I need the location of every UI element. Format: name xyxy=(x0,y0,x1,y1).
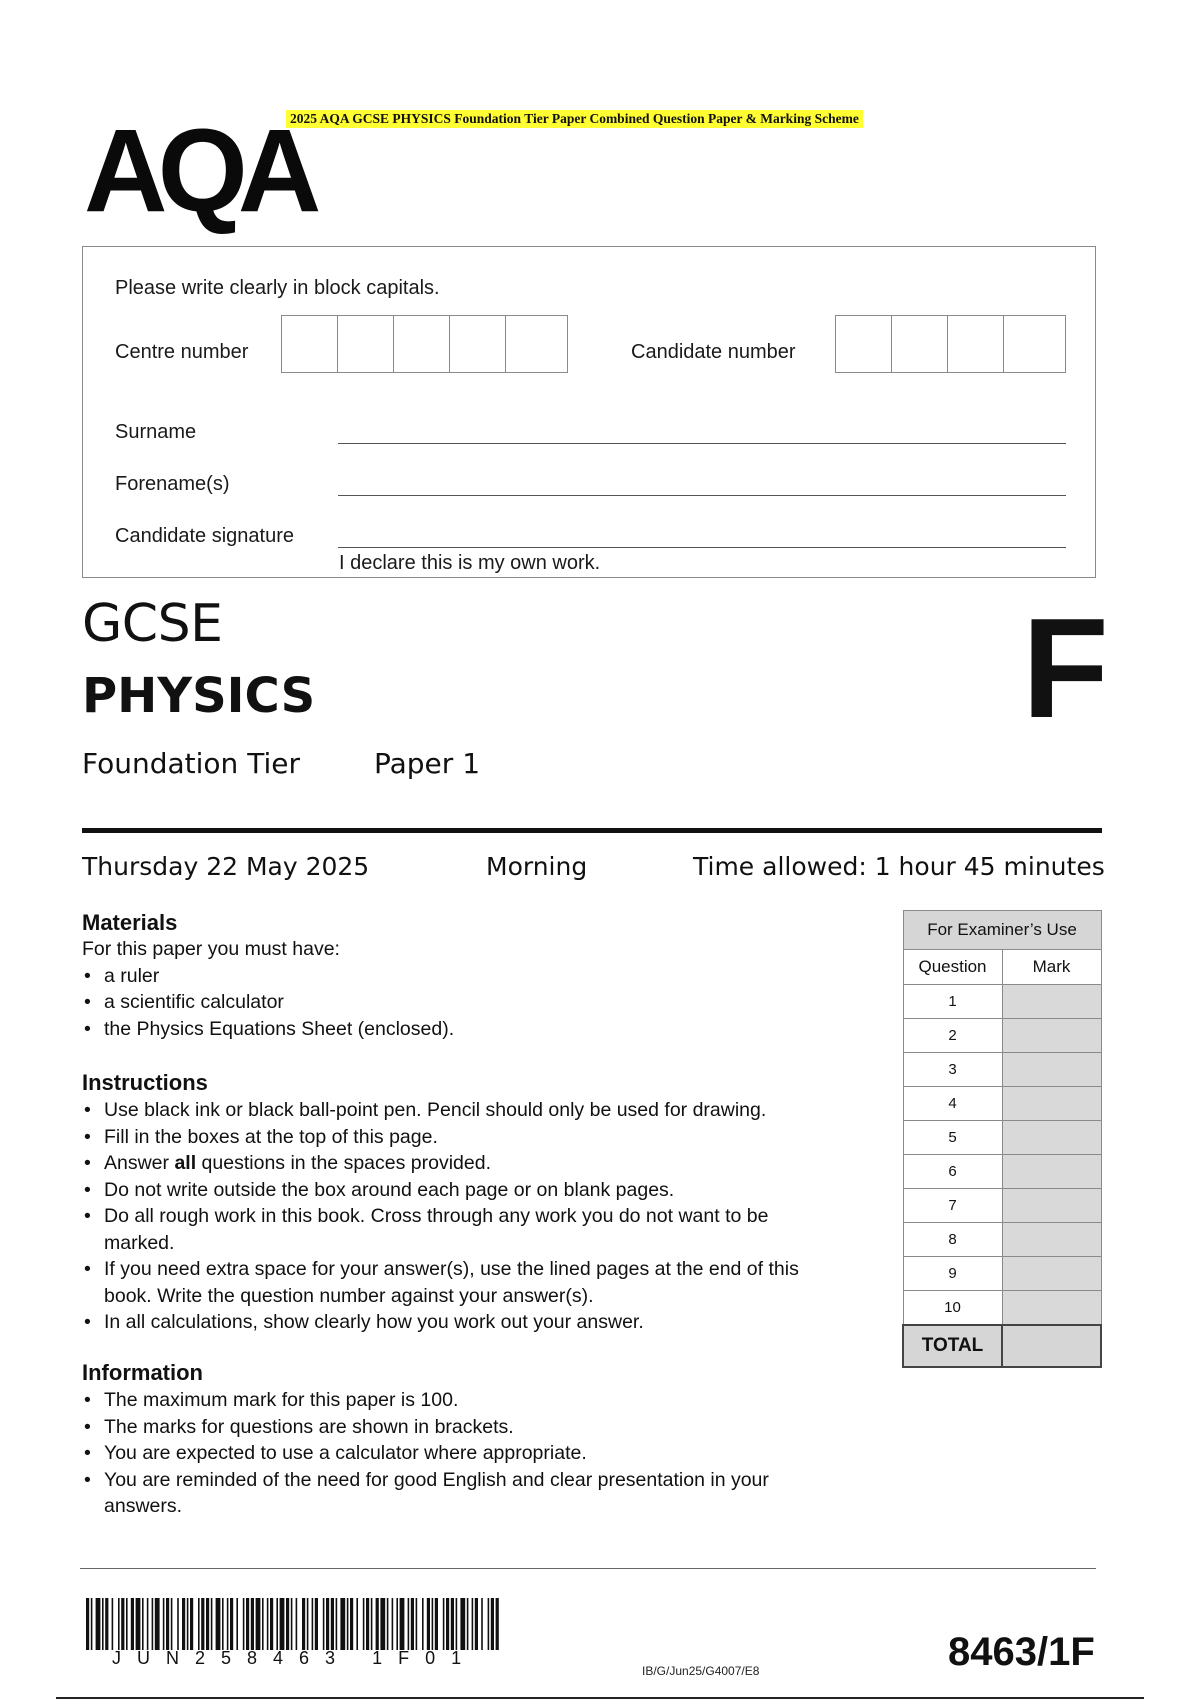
barcode-bar xyxy=(182,1598,185,1650)
barcode-bar xyxy=(251,1598,254,1650)
table-row xyxy=(903,1019,1101,1053)
barcode-bar xyxy=(296,1598,298,1650)
information-section xyxy=(82,1362,862,1520)
centre-number-digit[interactable] xyxy=(394,316,450,372)
centre-number-label: Centre number xyxy=(115,341,249,363)
list-item: • The maximum mark for this paper is 100. xyxy=(82,1387,862,1414)
barcode-bar xyxy=(392,1598,394,1650)
barcode-bar xyxy=(131,1598,134,1650)
instructions-list xyxy=(82,1097,862,1336)
barcode-bar xyxy=(340,1598,345,1650)
mark-cell[interactable] xyxy=(1002,1257,1101,1291)
surname-line[interactable] xyxy=(338,443,1066,444)
barcode-bar xyxy=(302,1598,305,1650)
table-row xyxy=(903,1053,1101,1087)
mark-cell[interactable] xyxy=(1002,1189,1101,1223)
candidate-number-digit[interactable] xyxy=(1004,316,1060,372)
barcode-bar xyxy=(216,1598,221,1650)
barcode-image xyxy=(86,1598,500,1650)
barcode-bar xyxy=(347,1598,349,1650)
barcode-bar xyxy=(408,1598,410,1650)
question-number: 7 xyxy=(903,1189,1002,1223)
barcode-bar xyxy=(432,1598,434,1650)
barcode-bar xyxy=(496,1598,499,1650)
barcode-bar xyxy=(416,1598,418,1650)
barcode-bar xyxy=(256,1598,261,1650)
information-list xyxy=(82,1387,862,1520)
barcode-bar xyxy=(121,1598,124,1650)
barcode-bar xyxy=(312,1598,314,1650)
barcode-bar xyxy=(307,1598,309,1650)
tier-letter: F xyxy=(1022,589,1109,748)
barcode-bar xyxy=(166,1598,169,1650)
list-item: • Do not write outside the box around each page or on blank pages. xyxy=(82,1177,862,1204)
question-number: 5 xyxy=(903,1121,1002,1155)
barcode-bar xyxy=(475,1598,478,1650)
mark-cell[interactable] xyxy=(1002,985,1101,1019)
barcode-bar xyxy=(460,1598,465,1650)
barcode-bar xyxy=(491,1598,494,1650)
total-row xyxy=(903,1325,1101,1367)
forenames-label: Forename(s) xyxy=(115,473,230,495)
barcode-bar xyxy=(206,1598,209,1650)
question-number: 6 xyxy=(903,1155,1002,1189)
barcode-bar xyxy=(201,1598,204,1650)
exam-session: Morning xyxy=(486,852,588,881)
barcode-bar xyxy=(380,1598,385,1650)
barcode-bar xyxy=(236,1598,238,1650)
centre-number-digit[interactable] xyxy=(506,316,562,372)
examiner-table-title: For Examiner’s Use xyxy=(903,911,1101,950)
barcode-bar xyxy=(142,1598,144,1650)
list-item: • The marks for questions are shown in brackets. xyxy=(82,1414,862,1441)
mark-cell[interactable] xyxy=(1002,1155,1101,1189)
barcode-bar xyxy=(147,1598,149,1650)
barcode-bar xyxy=(246,1598,249,1650)
table-row xyxy=(903,1257,1101,1291)
barcode-bar xyxy=(86,1598,89,1650)
barcode-bar xyxy=(363,1598,365,1650)
barcode-bar xyxy=(371,1598,373,1650)
barcode-bar xyxy=(481,1598,483,1650)
time-allowed: Time allowed: 1 hour 45 minutes xyxy=(693,852,1105,881)
candidate-number-boxes xyxy=(835,315,1066,373)
instructions-title: Instructions xyxy=(82,1070,208,1095)
reference-code: IB/G/Jun25/G4007/E8 xyxy=(642,1664,760,1678)
barcode-bar xyxy=(126,1598,128,1650)
paper-code: 8463/1F xyxy=(948,1630,1095,1674)
list-item: • a scientific calculator xyxy=(82,989,862,1016)
title-divider xyxy=(82,828,1102,833)
barcode-bar xyxy=(443,1598,445,1650)
materials-section xyxy=(82,912,862,1042)
barcode-bar xyxy=(387,1598,389,1650)
barcode-bar xyxy=(286,1598,289,1650)
table-row xyxy=(903,1087,1101,1121)
page-bottom-rule xyxy=(56,1697,1144,1699)
list-item: • Do all rough work in this book. Cross through any work you do not want to be marked. xyxy=(82,1203,824,1256)
barcode-bar xyxy=(227,1598,229,1650)
barcode-bar xyxy=(451,1598,454,1650)
surname-label: Surname xyxy=(115,421,197,443)
barcode-bar xyxy=(472,1598,474,1650)
barcode-bar xyxy=(356,1598,358,1650)
barcode-bar xyxy=(198,1598,200,1650)
list-item: • You are expected to use a calculator where appropriate. xyxy=(82,1440,862,1467)
list-item: • You are reminded of the need for good English and clear presentation in your answers. xyxy=(82,1467,824,1520)
barcode-bar xyxy=(105,1598,108,1650)
exam-date: Thursday 22 May 2025 xyxy=(82,852,370,881)
barcode-bar xyxy=(91,1598,93,1650)
barcode-bar xyxy=(396,1598,398,1650)
centre-number-digit[interactable] xyxy=(282,316,338,372)
block-capitals-instruction: Please write clearly in block capitals. xyxy=(115,277,440,299)
total-label: TOTAL xyxy=(903,1325,1002,1367)
mark-cell[interactable] xyxy=(1002,1019,1101,1053)
barcode-bar xyxy=(400,1598,405,1650)
table-row xyxy=(903,985,1101,1019)
question-number: 10 xyxy=(903,1291,1002,1326)
list-item: • In all calculations, show clearly how you work out your answer. xyxy=(82,1309,862,1336)
barcode-bar xyxy=(336,1598,338,1650)
instructions-section xyxy=(82,1072,862,1336)
list-item: • the Physics Equations Sheet (enclosed). xyxy=(82,1016,862,1043)
centre-number-boxes xyxy=(281,315,568,373)
barcode-bar xyxy=(422,1598,424,1650)
barcode-bar xyxy=(262,1598,264,1650)
list-item: • Fill in the boxes at the top of this page. xyxy=(82,1124,862,1151)
list-item: • Answer all questions in the spaces provided. xyxy=(82,1150,862,1177)
mark-cell[interactable] xyxy=(1002,1053,1101,1087)
paper-label: Paper 1 xyxy=(374,747,481,780)
forenames-line[interactable] xyxy=(338,495,1066,496)
barcode-bar xyxy=(331,1598,334,1650)
barcode-bar xyxy=(326,1598,329,1650)
mark-cell[interactable] xyxy=(1002,1087,1101,1121)
question-number: 3 xyxy=(903,1053,1002,1087)
barcode-bar xyxy=(112,1598,114,1650)
barcode-bar xyxy=(280,1598,285,1650)
barcode-bar xyxy=(136,1598,141,1650)
barcode-bar xyxy=(467,1598,469,1650)
materials-title: Materials xyxy=(82,910,178,935)
total-mark-cell[interactable] xyxy=(1002,1325,1101,1367)
barcode-number: JUN258463 1F01 xyxy=(112,1648,478,1668)
barcode-bar xyxy=(230,1598,233,1650)
barcode-bar xyxy=(267,1598,269,1650)
signature-label: Candidate signature xyxy=(115,525,295,547)
mark-cell[interactable] xyxy=(1002,1223,1101,1257)
barcode-bar xyxy=(163,1598,165,1650)
barcode-bar xyxy=(152,1598,154,1650)
list-item: • If you need extra space for your answer(s), use the lined pages at the end of this book. Write the question number against your answer(s). xyxy=(82,1256,844,1309)
barcode-bar xyxy=(190,1598,193,1650)
list-item: • Use black ink or black ball-point pen. Pencil should only be used for drawing. xyxy=(82,1097,862,1124)
qualification-title: GCSE xyxy=(82,594,223,654)
barcode-bar xyxy=(155,1598,160,1650)
barcode-bar xyxy=(102,1598,104,1650)
candidate-number-digit[interactable] xyxy=(948,316,1004,372)
barcode-bar xyxy=(488,1598,490,1650)
candidate-number-digit[interactable] xyxy=(836,316,892,372)
mark-cell[interactable] xyxy=(1002,1121,1101,1155)
barcode-bar xyxy=(171,1598,173,1650)
footer-divider xyxy=(80,1568,1096,1569)
question-number: 8 xyxy=(903,1223,1002,1257)
question-number: 9 xyxy=(903,1257,1002,1291)
barcode-bar xyxy=(270,1598,273,1650)
examiner-use-table xyxy=(902,910,1102,1368)
table-row xyxy=(903,1189,1101,1223)
barcode-bar xyxy=(411,1598,414,1650)
barcode-bar xyxy=(222,1598,224,1650)
candidate-number-digit[interactable] xyxy=(892,316,948,372)
question-number: 1 xyxy=(903,985,1002,1019)
table-row xyxy=(903,1155,1101,1189)
question-column-header: Question xyxy=(903,950,1002,985)
list-item: • a ruler xyxy=(82,963,862,990)
barcode-bar xyxy=(376,1598,379,1650)
barcode-bar xyxy=(187,1598,189,1650)
barcode-bar xyxy=(276,1598,278,1650)
question-number: 2 xyxy=(903,1019,1002,1053)
mark-cell[interactable] xyxy=(1002,1291,1101,1326)
barcode-bar xyxy=(211,1598,213,1650)
candidate-number-label: Candidate number xyxy=(631,341,796,363)
barcode-bar xyxy=(427,1598,430,1650)
barcode-bar xyxy=(291,1598,293,1650)
declaration-text: I declare this is my own work. xyxy=(339,552,601,574)
table-row xyxy=(903,1291,1101,1326)
question-number: 4 xyxy=(903,1087,1002,1121)
information-title: Information xyxy=(82,1360,203,1385)
barcode-bar xyxy=(435,1598,438,1650)
barcode-bar xyxy=(446,1598,449,1650)
table-row xyxy=(903,1223,1101,1257)
centre-number-digit[interactable] xyxy=(450,316,506,372)
barcode-bar xyxy=(366,1598,369,1650)
subject-title: PHYSICS xyxy=(82,668,316,724)
barcode-bar xyxy=(177,1598,179,1650)
materials-list xyxy=(82,963,862,1043)
signature-line[interactable] xyxy=(338,547,1066,548)
barcode-bar xyxy=(323,1598,325,1650)
highlighted-title: 2025 AQA GCSE PHYSICS Foundation Tier Paper Combined Question Paper & Marking Scheme xyxy=(286,110,863,128)
materials-intro: For this paper you must have: xyxy=(82,938,340,960)
barcode-bar xyxy=(118,1598,120,1650)
table-row xyxy=(903,1121,1101,1155)
mark-column-header: Mark xyxy=(1002,950,1101,985)
barcode-bar xyxy=(243,1598,245,1650)
barcode-bar xyxy=(456,1598,458,1650)
barcode-bar xyxy=(96,1598,101,1650)
barcode-bar xyxy=(315,1598,318,1650)
tier-label: Foundation Tier xyxy=(82,747,300,780)
centre-number-digit[interactable] xyxy=(338,316,394,372)
aqa-logo: AQA xyxy=(84,105,312,237)
candidate-details-box xyxy=(82,246,1096,578)
barcode-bar xyxy=(350,1598,353,1650)
